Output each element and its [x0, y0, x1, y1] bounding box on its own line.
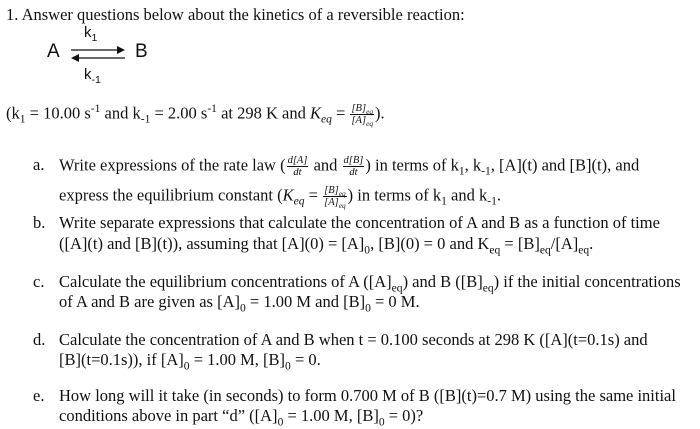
- part-label: c.: [33, 272, 45, 291]
- keq-fraction: $\frac{[B]_{eq}}{[A]_{eq}}$: [351, 103, 373, 129]
- part-label: a.: [33, 155, 45, 175]
- part-label: d.: [33, 330, 46, 349]
- conditions-line: ($k_1 = 10.00$ $s^{-1}$ and $k_{-1} = 2.00$ $s^{-1}$ at 298 K and $K_{eq}$ = $\frac{[B]_{eq}}{[A]_{eq}}$ ).: [6, 102, 385, 129]
- equilibrium-arrows-icon: [67, 43, 129, 65]
- rate-fraction-a: $\frac{d[A]}{dt}$: [287, 155, 308, 178]
- product-b: B: [135, 41, 148, 62]
- part-label: b.: [33, 213, 46, 232]
- question-title: 1. Answer questions below about the kinetics of a reversible reaction:: [6, 5, 465, 24]
- keq-fraction-a: $\frac{[B]_{eq}}{[A]_{eq}}$: [324, 185, 346, 211]
- rate-fraction-b: $\frac{d[B]}{dt}$: [343, 155, 364, 178]
- reactant-a: A: [47, 41, 60, 62]
- k-forward-label: $k_1$: [84, 24, 98, 44]
- k-reverse-label: $k_{-1}$: [84, 66, 101, 86]
- part-label: e.: [33, 386, 45, 405]
